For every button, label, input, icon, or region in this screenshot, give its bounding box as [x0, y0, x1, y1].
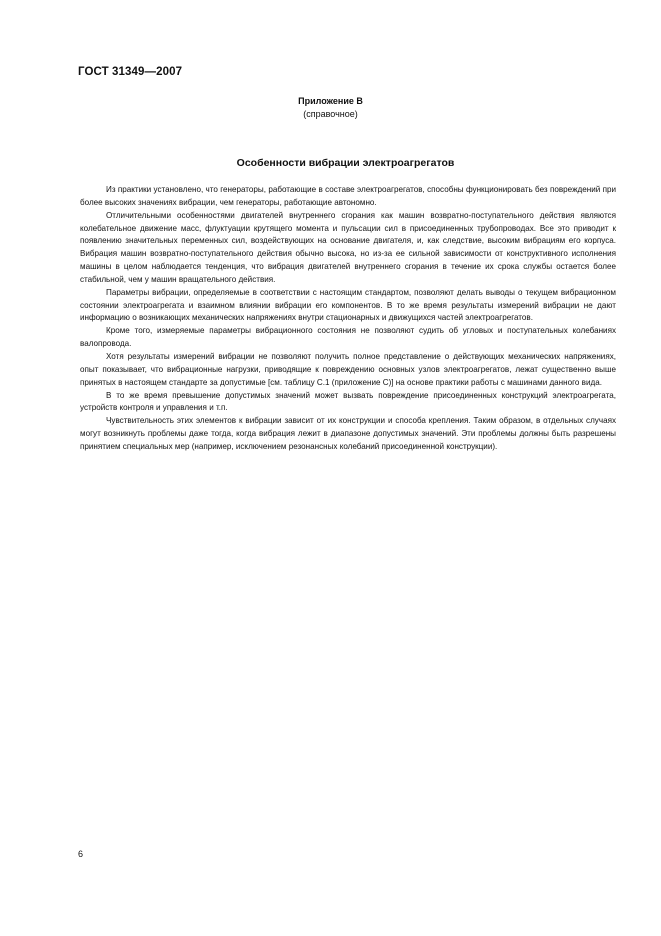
paragraph: Параметры вибрации, определяемые в соответствии с настоящим стандартом, позволяют делать выводы о текущем вибрационном состоянии электроагрегата и взаимном влиянии вибрации его компонентов. В то же время результаты измерений вибрации не дают информацию о возникающих механических напряжениях внутри стационарных и движущихся частей электроагрегатов. [80, 287, 616, 323]
paragraph: Кроме того, измеряемые параметры вибрационного состояния не позволяют судить об угловых и поступательных колебаниях валопровода. [80, 326, 616, 349]
appendix-heading [0, 95, 661, 121]
paragraph: Хотя результаты измерений вибрации не позволяют получить полное представление о действующих механических напряжениях, опыт показывает, что вибрационные нагрузки, приводящие к повреждению основных узлов электроагрегатов, лежат существенно выше принятых в настоящем стандарте за допустимые [см. таблицу С.1 (приложение С)] на основе практики работы с машинами данного вида. [80, 351, 616, 387]
paragraph: Чувствительность этих элементов к вибрации зависит от их конструкции и способа крепления. Таким образом, в отдельных случаях могут возникнуть проблемы даже тогда, когда вибрация лежит в диапазоне допустимых значений. Эти проблемы должны быть разрешены принятием специальных мер (например, исключением резонансных колебаний присоединенной конструкции). [80, 416, 616, 451]
page-number: 6 [78, 849, 84, 859]
section-title: Особенности вибрации электроагрегатов [236, 157, 455, 169]
paragraph: В то же время превышение допустимых значений может вызвать повреждение присоединенных конструкций электроагрегата, устройств контроля и управления и т.п. [80, 390, 616, 413]
standard-header: ГОСТ 31349—2007 [78, 66, 183, 78]
paragraph: Из практики установлено, что генераторы, работающие в составе электроагрегатов, способны функционировать без повреждений при более высоких значениях вибрации, чем генераторы, работающие автономно. [80, 185, 616, 207]
appendix-title: Приложение В [298, 96, 363, 106]
body-text [80, 184, 616, 454]
paragraph: Отличительными особенностями двигателей внутреннего сгорания как машин возвратно-поступательного действия являются колебательное движение масс, флуктуации крутящего момента и пульсации сил в присоединенных трубопроводах. Все это приводит к появлению значительных переменных сил, воздействующих на основание двигателя, и, как следствие, высоким вибрациям его корпуса. Вибрация машин возвратно-поступательного действия обычно высока, но из-за ее сильной зависимости от конструктивного исполнения машины в целом наблюдается тенденция, что вибрация двигателей внутреннего сгорания в течение их срока службы остается более стабильной, чем у машин вращательного действия. [80, 210, 616, 284]
appendix-subtitle: (справочное) [303, 109, 358, 119]
